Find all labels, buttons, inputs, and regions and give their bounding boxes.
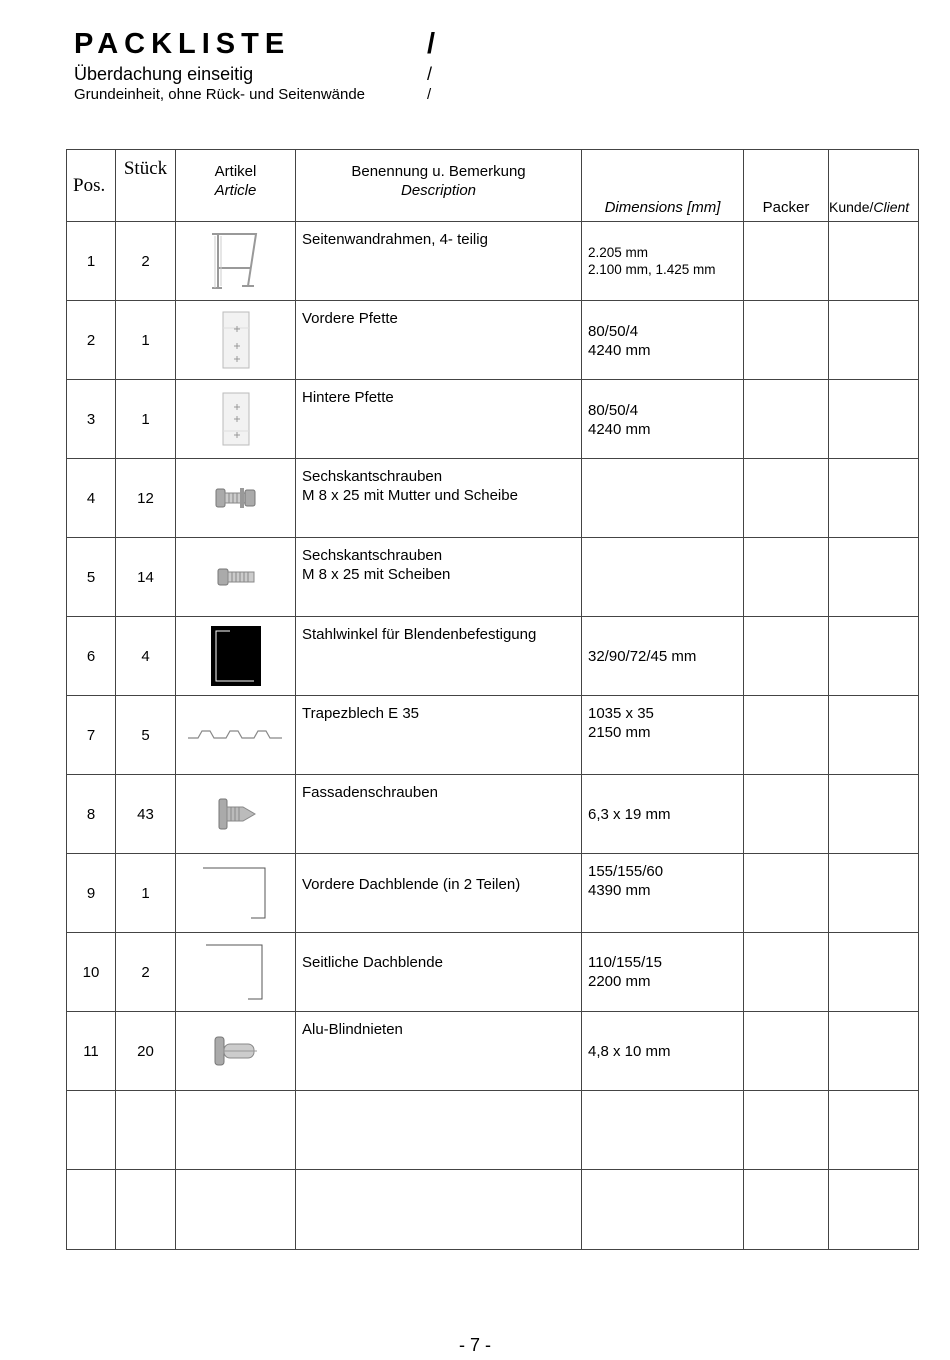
desc-line: Fassadenschrauben: [302, 784, 438, 801]
dim-line: 2.205 mm: [588, 245, 649, 260]
row-dimensions: [582, 538, 744, 617]
desc-line: Sechskantschrauben: [302, 468, 443, 485]
table-row: [67, 617, 919, 696]
row-qty: 2: [116, 222, 176, 301]
row-dimensions: [582, 696, 744, 775]
desc-line: Seitliche Dachblende: [302, 954, 443, 971]
row-dimensions: [582, 222, 744, 301]
page-number: - 7 -: [458, 1335, 491, 1355]
rivet-icon: [211, 1035, 261, 1067]
row-description: [296, 380, 582, 459]
empty-cell: [67, 1170, 116, 1250]
row-pos: 1: [67, 222, 116, 301]
row-pos: 11: [67, 1012, 116, 1091]
row-dimensions: [582, 933, 744, 1012]
dim-line: 6,3 x 19 mm: [588, 805, 671, 823]
row-client-check[interactable]: [829, 933, 919, 1012]
packing-list-table: [66, 149, 919, 1250]
row-pos: 3: [67, 380, 116, 459]
row-dimensions: [582, 459, 744, 538]
dim-line: 1035 x 35: [588, 705, 654, 722]
table-row: [67, 933, 919, 1012]
table-row: [67, 775, 919, 854]
row-article-image: [176, 459, 296, 538]
frame-icon: [208, 230, 264, 292]
row-client-check[interactable]: [829, 1012, 919, 1091]
row-pos: 7: [67, 696, 116, 775]
row-pos: 5: [67, 538, 116, 617]
row-description: [296, 617, 582, 696]
col-header-packer: Packer: [744, 150, 829, 222]
col-header-description-en: Description: [400, 182, 477, 199]
row-qty: 20: [116, 1012, 176, 1091]
row-article-image: [176, 1012, 296, 1091]
row-client-check[interactable]: [829, 854, 919, 933]
dim-line: 2.100 mm, 1.425 mm: [588, 262, 716, 277]
col-header-qty: Stück: [116, 150, 176, 222]
table-row: [67, 1012, 919, 1091]
page-description: Grundeinheit, ohne Rück- und Seitenwände: [74, 86, 366, 103]
row-article-image: [176, 696, 296, 775]
desc-line: Vordere Pfette: [302, 310, 398, 327]
desc-line: Vordere Dachblende (in 2 Teilen): [302, 875, 521, 893]
row-article-image: [176, 538, 296, 617]
empty-cell: [116, 1170, 176, 1250]
angle-bracket-icon: [210, 625, 262, 687]
row-client-check[interactable]: [829, 1170, 919, 1250]
row-client-check[interactable]: [829, 222, 919, 301]
purlin-icon: [221, 310, 251, 370]
row-packer-check[interactable]: [744, 854, 829, 933]
col-header-description: [296, 150, 582, 222]
empty-cell: [116, 1091, 176, 1170]
dim-line: 4,8 x 10 mm: [588, 1042, 671, 1060]
dim-line: 32/90/72/45 mm: [588, 647, 697, 665]
dim-line: 80/50/4: [588, 402, 639, 419]
row-packer-check[interactable]: [744, 222, 829, 301]
row-client-check[interactable]: [829, 696, 919, 775]
row-article-image: [176, 933, 296, 1012]
trapezoid-sheet-icon: [186, 725, 286, 745]
row-qty: 5: [116, 696, 176, 775]
row-packer-check[interactable]: [744, 301, 829, 380]
row-article-image: [176, 854, 296, 933]
desc-line: Seitenwandrahmen, 4- teilig: [302, 231, 488, 248]
row-packer-check[interactable]: [744, 538, 829, 617]
row-pos: 8: [67, 775, 116, 854]
empty-cell: [67, 1091, 116, 1170]
row-description: [296, 854, 582, 933]
row-qty: 4: [116, 617, 176, 696]
row-description: [296, 459, 582, 538]
empty-cell: [296, 1091, 582, 1170]
table-row: [67, 854, 919, 933]
bolt-nut-icon: [214, 486, 258, 510]
row-article-image: [176, 617, 296, 696]
row-description: [296, 696, 582, 775]
subtitle-slash: /: [427, 64, 433, 84]
row-description: [296, 1012, 582, 1091]
row-dimensions: [582, 1012, 744, 1091]
row-dimensions: [582, 775, 744, 854]
table-row: [67, 222, 919, 301]
table-row: [67, 696, 919, 775]
row-client-check[interactable]: [829, 1091, 919, 1170]
row-qty: 1: [116, 301, 176, 380]
desc-line: M 8 x 25 mit Mutter und Scheibe: [302, 487, 518, 504]
row-dimensions: [582, 380, 744, 459]
col-header-article: [176, 150, 296, 222]
desc-line: Alu-Blindnieten: [302, 1021, 403, 1038]
row-packer-check[interactable]: [744, 1012, 829, 1091]
row-description: [296, 933, 582, 1012]
dim-line: 2150 mm: [588, 724, 651, 741]
table-header-row: [67, 150, 919, 222]
row-packer-check[interactable]: [744, 933, 829, 1012]
purlin-icon: [221, 391, 251, 447]
row-pos: 6: [67, 617, 116, 696]
dim-line: 4390 mm: [588, 882, 651, 899]
row-packer-check[interactable]: [744, 696, 829, 775]
col-header-dimensions: Dimensions [mm]: [582, 150, 744, 222]
row-client-check[interactable]: [829, 301, 919, 380]
empty-cell: [582, 1170, 744, 1250]
row-client-check[interactable]: [829, 617, 919, 696]
fascia-icon: [204, 943, 268, 1001]
row-qty: 2: [116, 933, 176, 1012]
row-client-check[interactable]: [829, 538, 919, 617]
empty-cell: [582, 1091, 744, 1170]
table-row-empty: [67, 1170, 919, 1250]
dim-line: 155/155/60: [588, 863, 664, 880]
row-pos: 10: [67, 933, 116, 1012]
row-pos: 2: [67, 301, 116, 380]
table-row: [67, 380, 919, 459]
row-article-image: [176, 222, 296, 301]
row-dimensions: [582, 854, 744, 933]
row-qty: 1: [116, 854, 176, 933]
empty-cell: [176, 1170, 296, 1250]
row-qty: 1: [116, 380, 176, 459]
page-subtitle: Überdachung einseitig: [74, 64, 254, 84]
row-article-image: [176, 301, 296, 380]
row-pos: 9: [67, 854, 116, 933]
dim-line: 4240 mm: [588, 421, 651, 438]
desc-line: Trapezblech E 35: [302, 705, 420, 722]
dim-line: 4240 mm: [588, 342, 651, 359]
desc-line: Hintere Pfette: [302, 389, 394, 406]
row-qty: 12: [116, 459, 176, 538]
row-article-image: [176, 380, 296, 459]
row-packer-check[interactable]: [744, 459, 829, 538]
row-article-image: [176, 775, 296, 854]
row-packer-check[interactable]: [744, 775, 829, 854]
row-packer-check[interactable]: [744, 617, 829, 696]
bolt-icon: [216, 566, 256, 588]
row-client-check[interactable]: [829, 380, 919, 459]
row-qty: 14: [116, 538, 176, 617]
row-packer-check[interactable]: [744, 1170, 829, 1250]
desc-line: Stahlwinkel für Blendenbefestigung: [302, 626, 537, 643]
desc-line: M 8 x 25 mit Scheiben: [302, 566, 451, 583]
row-description: [296, 301, 582, 380]
table-row: [67, 301, 919, 380]
dim-line: 110/155/15: [588, 954, 662, 971]
row-client-check[interactable]: [829, 459, 919, 538]
row-qty: 43: [116, 775, 176, 854]
empty-cell: [296, 1170, 582, 1250]
row-description: [296, 538, 582, 617]
col-header-description-de: Benennung u. Bemerkung: [351, 163, 526, 180]
col-header-article-de: Artikel: [214, 163, 257, 180]
col-header-article-en: Article: [214, 182, 257, 199]
title-slash: /: [427, 28, 436, 60]
table-row: [67, 459, 919, 538]
col-header-client-de: Kunde/: [829, 199, 874, 215]
row-packer-check[interactable]: [744, 380, 829, 459]
empty-cell: [176, 1091, 296, 1170]
facade-screw-icon: [215, 797, 257, 831]
col-header-client: [829, 150, 919, 222]
description-slash: /: [427, 86, 432, 103]
col-header-pos: Pos.: [67, 150, 116, 222]
row-client-check[interactable]: [829, 775, 919, 854]
dim-line: 80/50/4: [588, 323, 639, 340]
table-row-empty: [67, 1091, 919, 1170]
dim-line: 2200 mm: [588, 973, 651, 990]
row-description: [296, 222, 582, 301]
row-description: [296, 775, 582, 854]
row-packer-check[interactable]: [744, 1091, 829, 1170]
row-pos: 4: [67, 459, 116, 538]
row-dimensions: [582, 617, 744, 696]
row-dimensions: [582, 301, 744, 380]
fascia-icon: [201, 866, 271, 920]
desc-line: Sechskantschrauben: [302, 547, 443, 564]
page-title: PACKLISTE: [74, 28, 291, 60]
col-header-client-en: Client: [873, 199, 910, 215]
table-row: [67, 538, 919, 617]
